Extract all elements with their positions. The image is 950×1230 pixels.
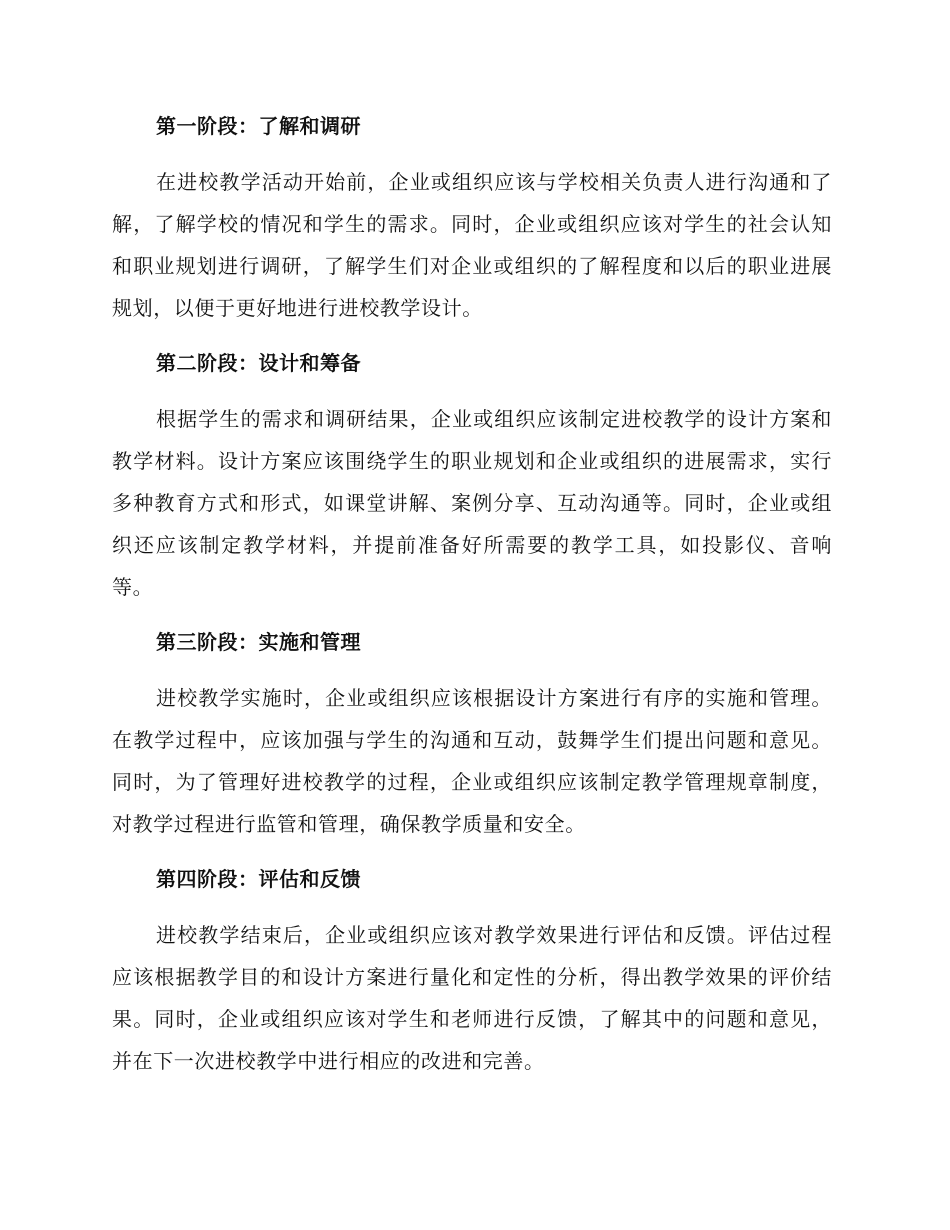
section-paragraph: 进校教学结束后，企业或组织应该对教学效果进行评估和反馈。评估过程应该根据教学目的和设计方案进行量化和定性的分析，得出教学效果的评价结果。同时，企业或组织应该对学生和老师进行反馈，了解其中的问题和意见，并在下一次进校教学中进行相应的改进和完善。	[112, 923, 832, 1073]
document-body	[112, 106, 832, 1096]
section-stage-4	[112, 859, 832, 1082]
section-heading: 第三阶段：实施和管理	[156, 630, 361, 654]
section-stage-1	[112, 106, 832, 329]
section-heading: 第四阶段：评估和反馈	[156, 867, 361, 891]
section-paragraph: 进校教学实施时，企业或组织应该根据设计方案进行有序的实施和管理。在教学过程中，应该加强与学生的沟通和互动，鼓舞学生们提出问题和意见。同时，为了管理好进校教学的过程，企业或组织应该制定教学管理规章制度，对教学过程进行监管和管理，确保教学质量和安全。	[112, 686, 832, 836]
section-paragraph: 在进校教学活动开始前，企业或组织应该与学校相关负责人进行沟通和了解，了解学校的情况和学生的需求。同时，企业或组织应该对学生的社会认知和职业规划进行调研，了解学生们对企业或组织的了解程度和以后的职业进展规划，以便于更好地进行进校教学设计。	[112, 170, 832, 320]
section-heading: 第二阶段：设计和筹备	[156, 351, 361, 375]
section-stage-2	[112, 343, 832, 608]
section-heading: 第一阶段：了解和调研	[156, 114, 361, 138]
section-stage-3	[112, 622, 832, 845]
section-paragraph: 根据学生的需求和调研结果，企业或组织应该制定进校教学的设计方案和教学材料。设计方案应该围绕学生的职业规划和企业或组织的进展需求，实行多种教育方式和形式，如课堂讲解、案例分享、互动沟通等。同时，企业或组织还应该制定教学材料，并提前准备好所需要的教学工具，如投影仪、音响等。	[112, 407, 832, 599]
